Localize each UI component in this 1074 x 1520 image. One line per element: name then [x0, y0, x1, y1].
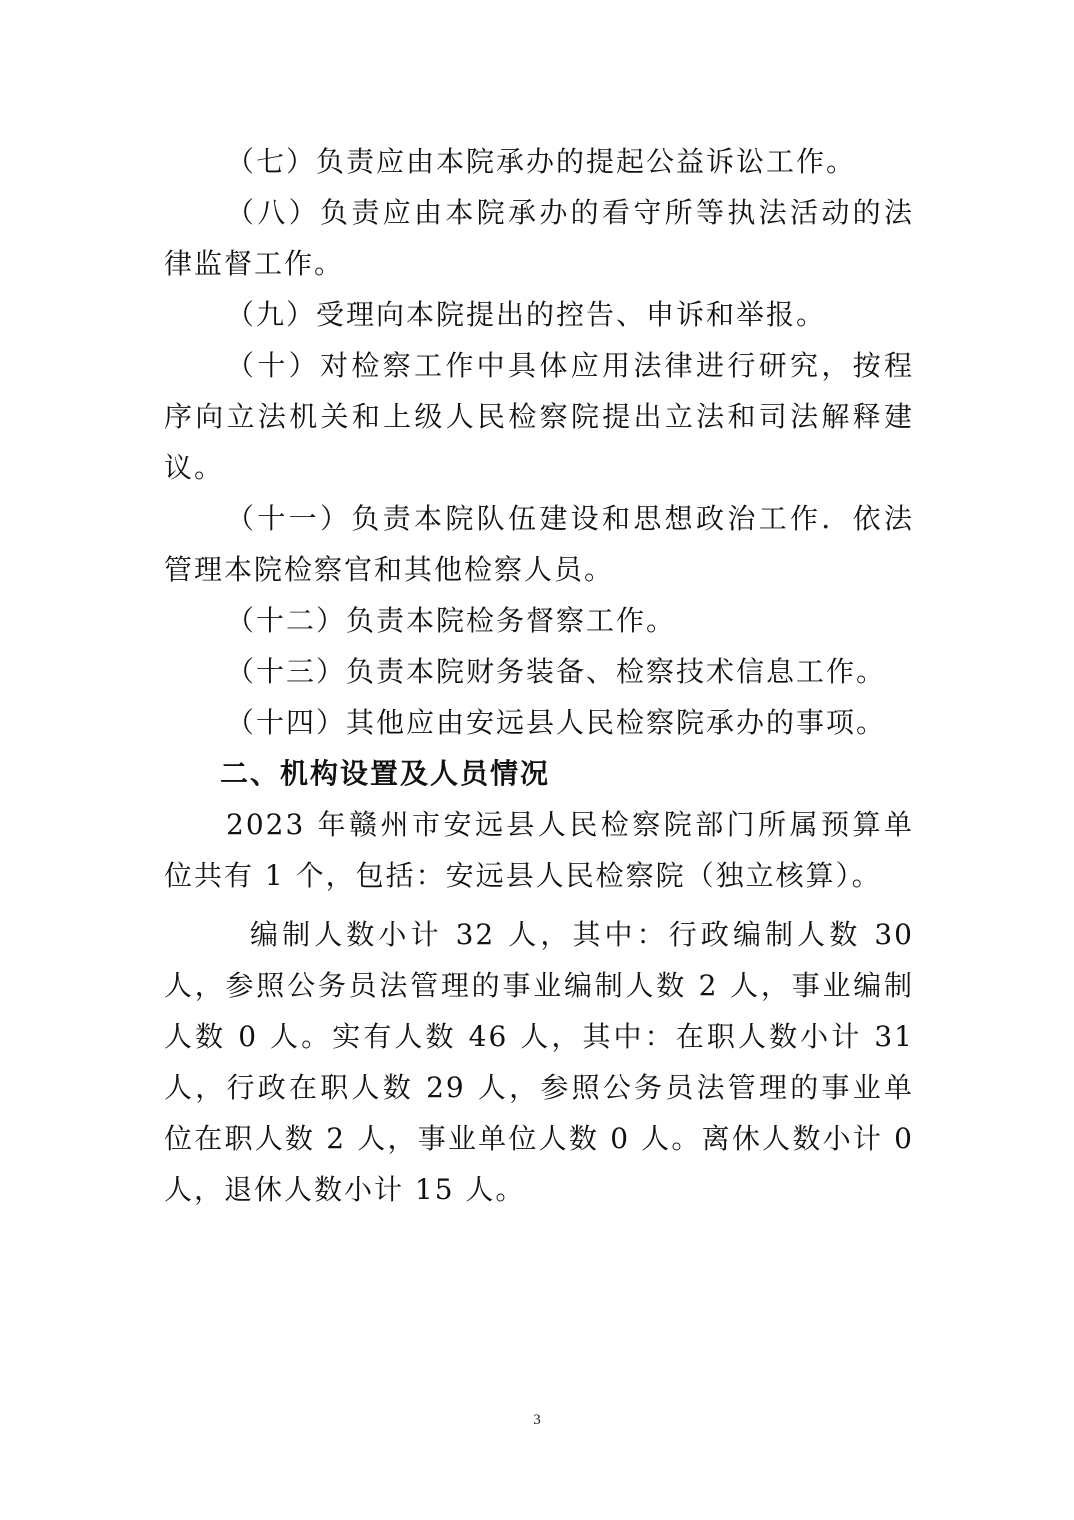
page-number: 3 [533, 1412, 541, 1428]
section-heading: 二、机构设置及人员情况 [220, 757, 551, 790]
duty-item-13: （十三）负责本院财务装备、检察技术信息工作。 [226, 655, 887, 688]
staff-paragraph: 编制人数小计 32 人，其中：行政编制人数 30 人，参照公务员法管理的事业编制人数 2 人，事业编制人数 0 人。实有人数 46 人，其中：在职人数小计 31 人，行政在职人数 29 人，参照公务员法管理的事业单位在职人数 2 人，事业单位人数 0 人。离休人数小计 0 人，退休人数小计 15 人。 [164, 918, 914, 1206]
duty-item-14: （十四）其他应由安远县人民检察院承办的事项。 [226, 706, 887, 739]
duty-item-12: （十二）负责本院检务督察工作。 [226, 604, 677, 637]
page-body [164, 136, 914, 1215]
duty-item-8: （八）负责应由本院承办的看守所等执法活动的法律监督工作。 [164, 196, 914, 280]
duty-item-10: （十）对检察工作中具体应用法律进行研究，按程序向立法机关和上级人民检察院提出立法和司法解释建议。 [164, 349, 914, 484]
duty-item-7: （七）负责应由本院承办的提起公益诉讼工作。 [226, 145, 857, 178]
org-paragraph: 2023 年赣州市安远县人民检察院部门所属预算单位共有 1 个，包括：安远县人民检察院（独立核算）。 [164, 808, 914, 892]
duty-item-9: （九）受理向本院提出的控告、申诉和举报。 [226, 298, 827, 331]
duty-item-11: （十一）负责本院队伍建设和思想政治工作．依法管理本院检察官和其他检察人员。 [164, 502, 914, 586]
